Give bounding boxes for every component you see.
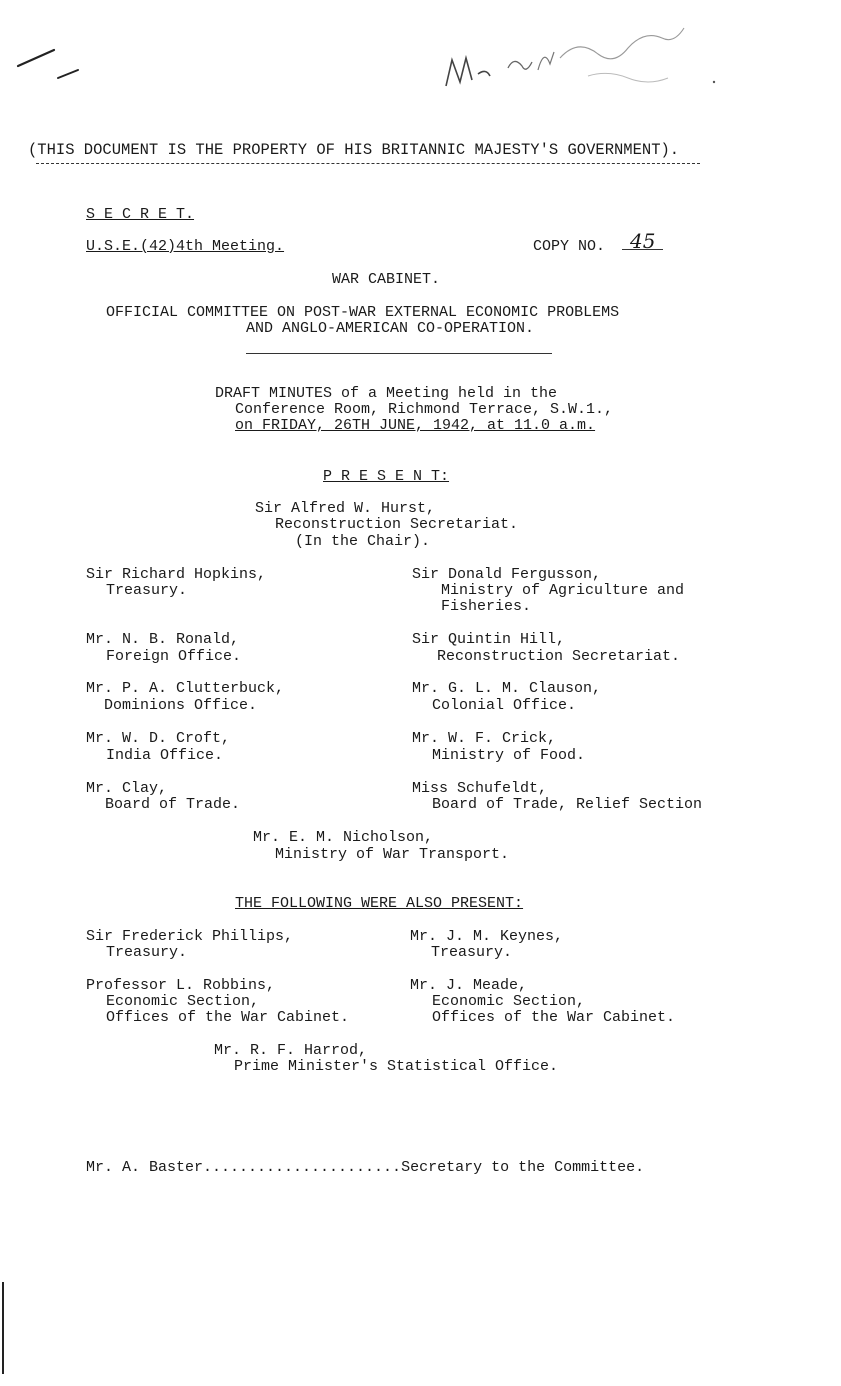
attendee-name: Mr. E. M. Nicholson, bbox=[253, 829, 434, 846]
secretary-name: Mr. A. Baster bbox=[86, 1159, 204, 1176]
attendee-name: Mr. R. F. Harrod, bbox=[214, 1042, 368, 1059]
property-notice: (THIS DOCUMENT IS THE PROPERTY OF HIS BRITANNIC MAJESTY'S GOVERNMENT). bbox=[28, 141, 680, 159]
committee-title-line-2: AND ANGLO-AMERICAN CO-OPERATION. bbox=[246, 320, 535, 337]
handwritten-annotation bbox=[438, 8, 738, 98]
chair-office: Reconstruction Secretariat. bbox=[275, 516, 519, 533]
attendee-office: Board of Trade. bbox=[105, 796, 241, 813]
copy-number-label: COPY NO. bbox=[533, 238, 606, 255]
attendee-name: Mr. W. F. Crick, bbox=[412, 730, 557, 747]
also-present-heading: THE FOLLOWING WERE ALSO PRESENT: bbox=[235, 895, 524, 912]
minutes-intro-line-3: on FRIDAY, 26TH JUNE, 1942, at 11.0 a.m. bbox=[235, 417, 596, 434]
attendee-office: Dominions Office. bbox=[104, 697, 258, 714]
attendee-office: India Office. bbox=[106, 747, 224, 764]
chair-name: Sir Alfred W. Hurst, bbox=[255, 500, 436, 517]
property-notice-rule bbox=[36, 163, 700, 164]
minutes-intro-line-1: DRAFT MINUTES of a Meeting held in the bbox=[215, 385, 558, 402]
secretary-line bbox=[86, 1160, 644, 1176]
attendee-office: Economic Section, bbox=[106, 993, 260, 1010]
attendee-office: Ministry of War Transport. bbox=[275, 846, 510, 863]
minutes-intro-line-2: Conference Room, Richmond Terrace, S.W.1., bbox=[235, 401, 614, 418]
attendee-office: Ministry of Agriculture and bbox=[441, 582, 685, 599]
attendee-office: Economic Section, bbox=[432, 993, 586, 1010]
attendee-name: Sir Richard Hopkins, bbox=[86, 566, 267, 583]
attendee-office: Treasury. bbox=[431, 944, 513, 961]
left-edge-mark bbox=[2, 1282, 4, 1374]
attendee-office: Foreign Office. bbox=[106, 648, 242, 665]
meeting-reference: U.S.E.(42)4th Meeting. bbox=[86, 238, 285, 255]
committee-title-line-1: OFFICIAL COMMITTEE ON POST-WAR EXTERNAL ECONOMIC PROBLEMS bbox=[106, 304, 620, 321]
attendee-office: Treasury. bbox=[106, 944, 188, 961]
war-cabinet-heading: WAR CABINET. bbox=[332, 271, 441, 288]
attendee-name: Professor L. Robbins, bbox=[86, 977, 276, 994]
committee-title-rule bbox=[246, 353, 552, 354]
attendee-office: Ministry of Food. bbox=[432, 747, 586, 764]
attendee-office: Colonial Office. bbox=[432, 697, 577, 714]
attendee-name: Sir Quintin Hill, bbox=[412, 631, 566, 648]
attendee-office: Prime Minister's Statistical Office. bbox=[234, 1058, 559, 1075]
attendee-office: Reconstruction Secretariat. bbox=[437, 648, 681, 665]
secretary-role: Secretary to the Committee. bbox=[401, 1159, 645, 1176]
attendee-office: Board of Trade, Relief Section bbox=[432, 796, 703, 813]
attendee-name: Mr. Clay, bbox=[86, 780, 168, 797]
copy-number-value: 45 bbox=[622, 233, 663, 250]
attendee-office: Offices of the War Cabinet. bbox=[432, 1009, 676, 1026]
classification: S E C R E T. bbox=[86, 206, 195, 223]
attendee-name: Mr. N. B. Ronald, bbox=[86, 631, 240, 648]
attendee-name: Miss Schufeldt, bbox=[412, 780, 548, 797]
attendee-office: Treasury. bbox=[106, 582, 188, 599]
secretary-leader-dots: ...................... bbox=[203, 1159, 402, 1176]
attendee-name: Mr. W. D. Croft, bbox=[86, 730, 231, 747]
present-heading: P R E S E N T: bbox=[323, 468, 450, 485]
attendee-name: Mr. J. M. Keynes, bbox=[410, 928, 564, 945]
attendee-name: Sir Donald Fergusson, bbox=[412, 566, 602, 583]
attendee-name: Mr. G. L. M. Clauson, bbox=[412, 680, 602, 697]
attendee-name: Mr. P. A. Clutterbuck, bbox=[86, 680, 285, 697]
attendee-name: Mr. J. Meade, bbox=[410, 977, 528, 994]
attendee-name: Sir Frederick Phillips, bbox=[86, 928, 294, 945]
attendee-office: Offices of the War Cabinet. bbox=[106, 1009, 350, 1026]
attendee-office: Fisheries. bbox=[441, 598, 532, 615]
chair-role: (In the Chair). bbox=[295, 533, 431, 550]
pen-stroke-mark bbox=[14, 44, 84, 84]
